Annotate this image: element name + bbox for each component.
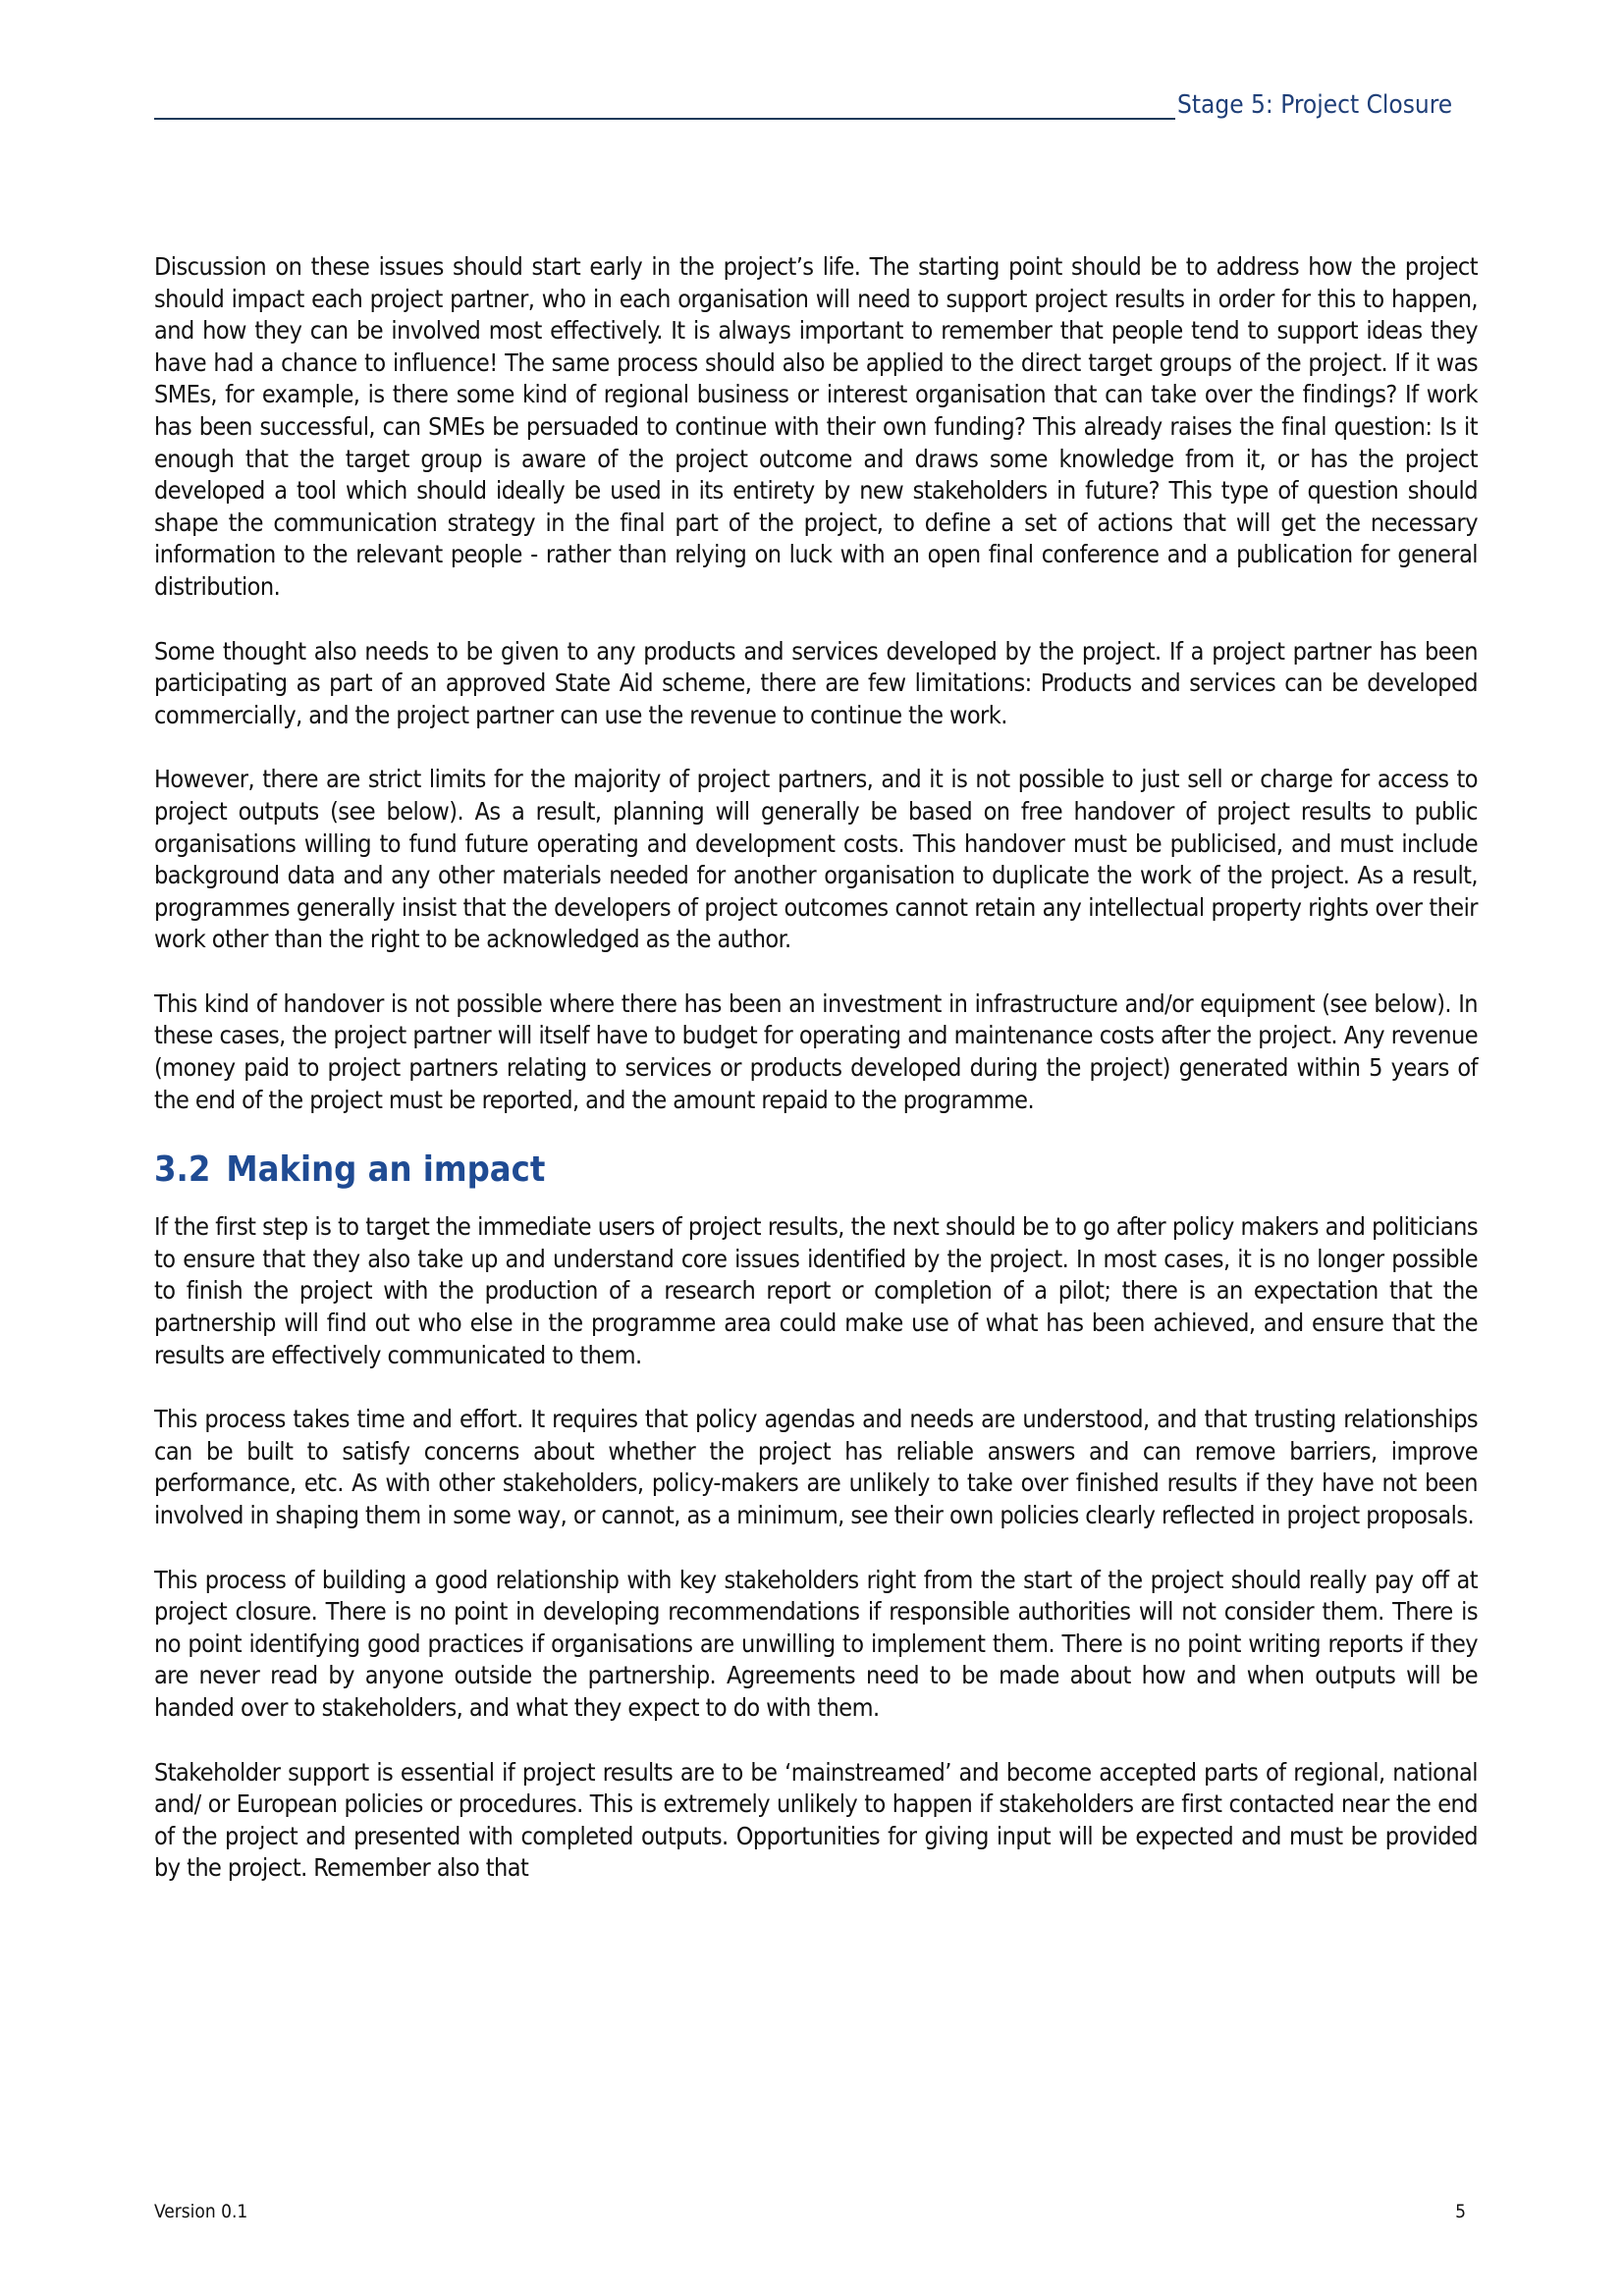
- paragraph-time-effort: This process takes time and effort. It requires that policy agendas and needs are understood, and that trusting relationships can be built to satisfy concerns about whether the project has reliable answers and can remove barriers, improve performance, etc. As with other stakeholders, policy-makers are unlikely to take over finished results if they have not been involved in shaping them in some way, or cannot, as a minimum, see their own policies clearly reflected in project proposals.: [154, 1405, 1478, 1529]
- paragraph-stakeholder-support: Stakeholder support is essential if project results are to be ‘mainstreamed’ and become accepted parts of regional, national and/ or European policies or procedures. This is extremely unlikely to happen if stakeholders are first contacted near the end of the project and presented with completed outputs. Opportunities for giving input will be expected and must be provided by the project. Remember also that: [154, 1757, 1478, 1883]
- document-body: [154, 251, 1478, 1917]
- paragraph-products-services: Some thought also needs to be given to any products and services developed by the project. If a project partner has been participating as part of an approved State Aid scheme, there are few limitations: Products and services can be developed commercially, and the project partner can use the revenue to continue the work.: [154, 636, 1478, 729]
- section-heading: [154, 1148, 1478, 1192]
- header-rule: [154, 118, 1175, 120]
- section-number: 3.2: [154, 1149, 211, 1191]
- paragraph-relationship: This process of building a good relationship with key stakeholders right from the start of the project should really pay off at project closure. There is no point in developing recommendations if responsible authorities will not consider them. There is no point identifying good practices if organisations are unwilling to implement them. There is no point writing reports if they are never read by anyone outside the partnership. Agreements need to be made about how and when outputs will be handed over to stakeholders, and what they expect to do with them.: [154, 1565, 1478, 1722]
- paragraph-handover-infrastructure: This kind of handover is not possible where there has been an investment in infrastructure and/or equipment (see below). In these cases, the project partner will itself have to budget for operating and maintenance costs after the project. Any revenue (money paid to project partners relating to services or products developed during the project) generated within 5 years of the end of the project must be reported, and the amount repaid to the programme.: [154, 988, 1478, 1114]
- page-number: 5: [1455, 2201, 1466, 2222]
- page-header: [154, 90, 1478, 122]
- page-footer: [154, 2200, 1478, 2229]
- paragraph-discussion: Discussion on these issues should start early in the project’s life. The starting point should be to address how the project should impact each project partner, who in each organisation will need to support project results in order for this to happen, and how they can be involved most effectively. It is always important to remember that people tend to support ideas they have had a chance to influence! The same process should also be applied to the direct target groups of the project. If it was SMEs, for example, is there some kind of regional business or interest organisation that can take over the findings? If work has been successful, can SMEs be persuaded to continue with their own funding? This already raises the final question: Is it enough that the target group is aware of the project outcome and draws some knowledge from it, or has the project developed a tool which should ideally be used in its entirety by new stakeholders in future? This type of question should shape the communication strategy in the final part of the project, to define a set of actions that will get the necessary information to the relevant people - rather than relying on luck with an open final conference and a publication for general distribution.: [154, 252, 1478, 601]
- footer-version: Version 0.1: [154, 2201, 248, 2222]
- section-title: Making an impact: [226, 1149, 546, 1191]
- running-header-title: Stage 5: Project Closure: [1177, 90, 1453, 120]
- paragraph-first-step: If the first step is to target the immediate users of project results, the next should be to go after policy makers and politicians to ensure that they also take up and understand core issues identified by the project. In most cases, it is no longer possible to finish the project with the production of a research report or completion of a pilot; there is an expectation that the partnership will find out who else in the programme area could make use of what has been achieved, and ensure that the results are effectively communicated to them.: [154, 1212, 1478, 1369]
- paragraph-strict-limits: However, there are strict limits for the majority of project partners, and it is not possible to just sell or charge for access to project outputs (see below). As a result, planning will generally be based on free handover of project results to public organisations willing to fund future operating and development costs. This handover must be publicised, and must include background data and any other materials needed for another organisation to duplicate the work of the project. As a result, programmes generally insist that the developers of project outcomes cannot retain any intellectual property rights over their work other than the right to be acknowledged as the author.: [154, 765, 1478, 954]
